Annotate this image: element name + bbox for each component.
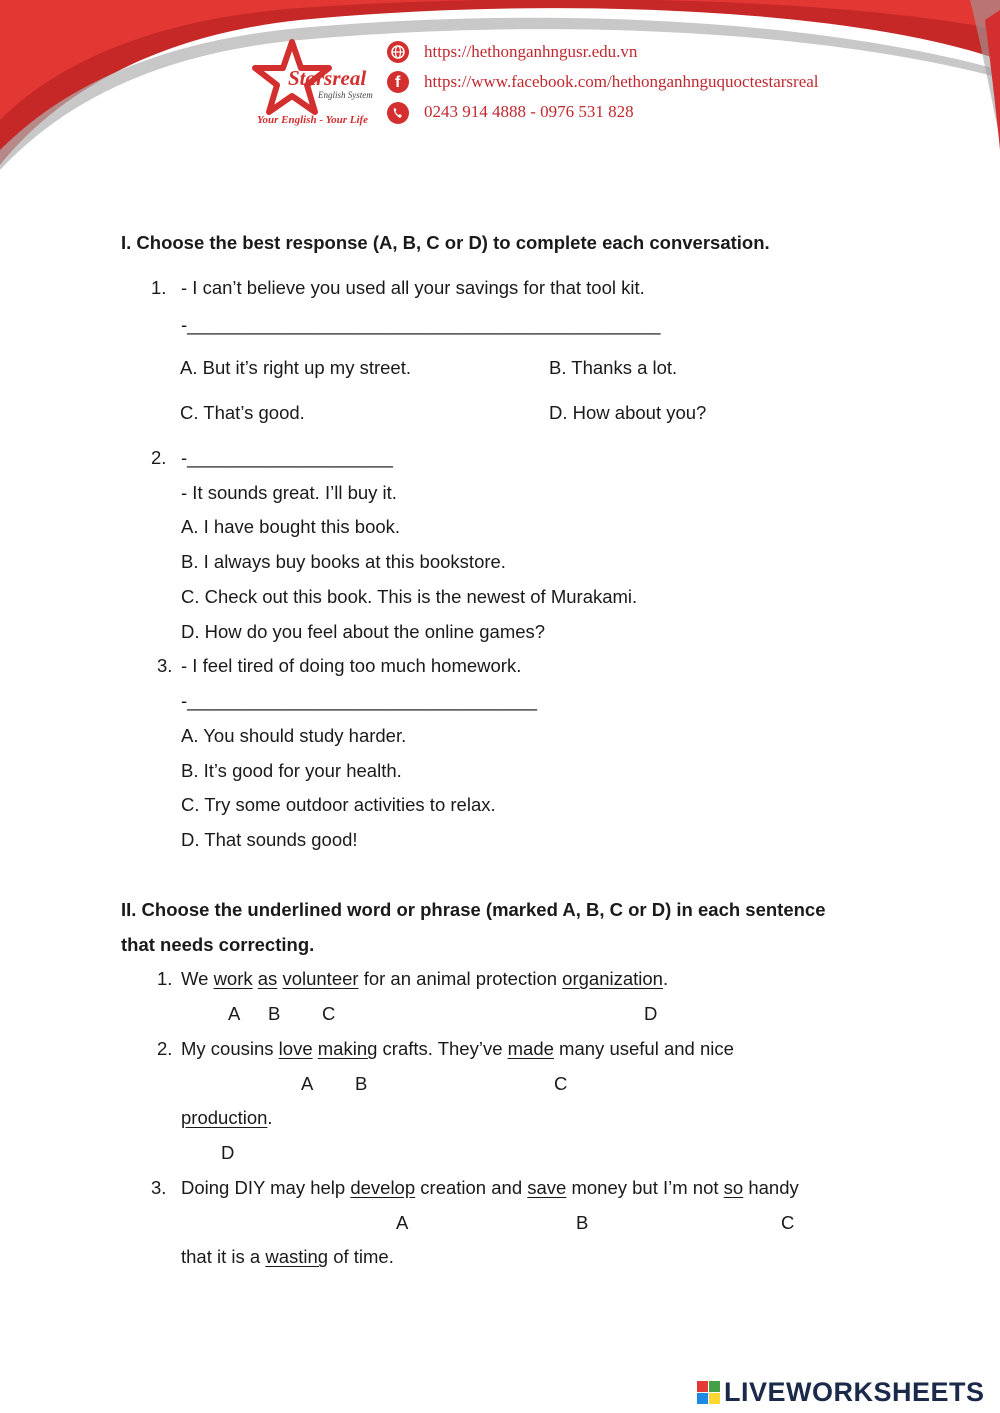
s2-q1-label-a: A [228,1003,241,1024]
s2-q1-label-c: C [322,1003,336,1024]
s1-q1-option-a[interactable]: A. But it’s right up my street. [180,357,411,378]
s1-q2-reply: - It sounds great. I’ll buy it. [181,482,397,503]
logo-slogan: Your English - Your Life [257,114,369,126]
s2-q3-underline-b[interactable]: save [527,1177,567,1198]
s1-q1-prompt: - I can’t believe you used all your savings for that tool kit. [181,277,645,298]
s2-q2-sentence-cont: production. [181,1107,273,1128]
phone-numbers: 0243 914 4888 - 0976 531 828 [424,102,634,121]
s1-q1-option-d[interactable]: D. How about you? [549,402,707,423]
s1-q3-prompt: - I feel tired of doing too much homework. [181,655,522,676]
s2-q1-underline-c[interactable]: volunteer [282,968,359,989]
section2-title-line2: that needs correcting. [121,934,315,955]
facebook-icon: f [387,71,409,93]
s2-q2-label-b: B [355,1073,368,1094]
s2-q2-label-d: D [221,1142,235,1163]
s2-q3-sentence-cont: that it is a wasting of time. [181,1246,394,1267]
s1-q1-blank: -______________________________________________ [181,314,661,335]
s1-q2-option-c[interactable]: C. Check out this book. This is the newest of Murakami. [181,586,638,607]
phone-icon [387,102,409,124]
s1-q2-option-b[interactable]: B. I always buy books at this bookstore. [181,551,506,572]
section1-title: I. Choose the best response (A, B, C or D) to complete each conversation. [121,232,770,253]
s1-q3-number: 3. [157,655,173,676]
website-link[interactable]: https://hethonganhngusr.edu.vn [424,42,638,61]
s2-q1-label-d: D [644,1003,658,1024]
s2-q2-underline-c[interactable]: made [507,1038,554,1059]
globe-icon [387,41,409,63]
logo [252,38,377,130]
logo-name: Starsreal [288,66,367,90]
s2-q1-sentence: We work as volunteer for an animal protection organization. [181,968,669,989]
s2-q2-label-c: C [554,1073,568,1094]
s1-q2-option-a[interactable]: A. I have bought this book. [181,516,401,537]
liveworksheets-logo-icon [697,1381,721,1405]
s2-q1-label-b: B [268,1003,281,1024]
s2-q3-sentence: Doing DIY may help develop creation and save money but I’m not so handy [181,1177,799,1198]
s2-q3-label-c: C [781,1212,795,1233]
section2-title-line1: II. Choose the underlined word or phrase (marked A, B, C or D) in each sentence [121,899,826,920]
s1-q2-number: 2. [151,447,167,468]
s2-q1-underline-b[interactable]: as [257,968,278,989]
s1-q2-option-d[interactable]: D. How do you feel about the online games? [181,621,546,642]
s2-q1-underline-d[interactable]: organization [562,968,663,989]
s1-q3-option-c[interactable]: C. Try some outdoor activities to relax. [181,794,496,815]
s2-q2-underline-a[interactable]: love [278,1038,313,1059]
s1-q3-blank: -__________________________________ [181,690,537,711]
facebook-link[interactable]: https://www.facebook.com/hethonganhnguquoctestarsreal [424,72,819,91]
logo-sub: English System [318,90,373,100]
s2-q2-number: 2. [157,1038,173,1059]
s2-q3-label-a: A [396,1212,409,1233]
s2-q3-underline-c[interactable]: so [723,1177,744,1198]
footer-brand: LIVEWORKSHEETS [724,1377,985,1407]
s2-q1-underline-a[interactable]: work [213,968,253,989]
s1-q1-option-c[interactable]: C. That’s good. [180,402,305,423]
s1-q3-option-d[interactable]: D. That sounds good! [181,829,358,850]
s1-q3-option-a[interactable]: A. You should study harder. [181,725,407,746]
s2-q3-number: 3. [151,1177,167,1198]
s2-q3-underline-d[interactable]: wasting [265,1246,329,1267]
s2-q2-underline-b[interactable]: making [317,1038,378,1059]
s2-q2-underline-d[interactable]: production [181,1107,268,1128]
s1-q2-blank: -____________________ [181,447,393,468]
s2-q3-label-b: B [576,1212,589,1233]
s1-q1-number: 1. [151,277,167,298]
s2-q2-label-a: A [301,1073,314,1094]
s1-q3-option-b[interactable]: B. It’s good for your health. [181,760,402,781]
s2-q3-underline-a[interactable]: develop [350,1177,416,1198]
s1-q1-option-b[interactable]: B. Thanks a lot. [549,357,678,378]
s2-q2-sentence: My cousins love making crafts. They’ve made many useful and nice [181,1038,734,1059]
s2-q1-number: 1. [157,968,173,989]
